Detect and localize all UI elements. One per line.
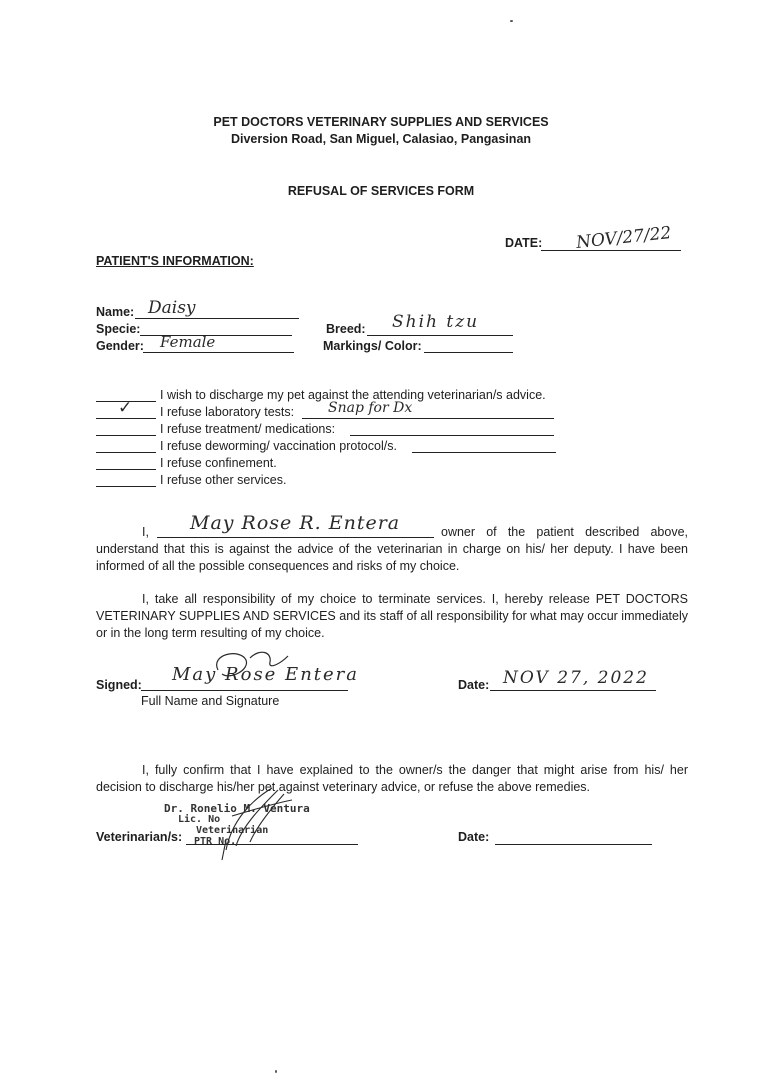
- option-text: I wish to discharge my pet against the attending veterinarian/s advice.: [160, 388, 546, 402]
- stamp-license: Lic. No: [178, 814, 221, 825]
- signature-caption: Full Name and Signature: [141, 694, 280, 708]
- markings-line: [424, 352, 513, 353]
- veterinarian-label: Veterinarian/s:: [96, 830, 183, 844]
- option-blank[interactable]: [96, 422, 156, 436]
- statement-prefix: I,: [142, 525, 149, 539]
- option-blank[interactable]: [96, 439, 156, 453]
- gender-line: [143, 352, 294, 353]
- breed-line: [367, 335, 513, 336]
- option-lab-tests: [96, 398, 566, 422]
- name-value: Daisy: [148, 298, 196, 318]
- veterinarian-date-label: Date:: [458, 830, 490, 844]
- gender-value: Female: [160, 333, 216, 351]
- signed-date-label: Date:: [458, 678, 490, 692]
- date-line: [541, 250, 681, 251]
- option-text: I refuse other services.: [160, 473, 287, 487]
- check-icon: ✓: [118, 398, 133, 418]
- option-detail-line[interactable]: [302, 418, 554, 419]
- option-other-services: [96, 473, 566, 490]
- gender-label: Gender:: [96, 339, 144, 353]
- signed-date-line: [490, 690, 656, 691]
- form-title: REFUSAL OF SERVICES FORM: [287, 184, 475, 198]
- statement-body: understand that this is against the advice of the veterinarian in charge on his/ her deputy. I have been informed of all the possible consequences and risks of my choice.: [96, 542, 688, 573]
- option-confinement: [96, 456, 566, 473]
- option-blank[interactable]: [96, 456, 156, 470]
- owner-name: May Rose R. Entera: [190, 512, 401, 534]
- name-line: [135, 318, 299, 319]
- responsibility-paragraph: I, take all responsibility of my choice to terminate services. I, hereby release PET DOCTORS VETERINARY SUPPLIES AND SERVICES and its staff of all responsibility for what may occur immediately or in the long term resulting of my choice.: [96, 592, 688, 640]
- statement-line1-suffix: owner of the patient described above,: [441, 525, 688, 539]
- confirmation-paragraph: I, fully confirm that I have explained to the owner/s the danger that might arise from his/ her decision to discharge his/her pet against veterinary advice, or refuse the above remedies.: [96, 763, 688, 794]
- option-detail-line[interactable]: [350, 435, 554, 436]
- date-label: DATE:: [505, 236, 543, 250]
- stamp-title: Veterinarian: [196, 825, 269, 836]
- option-blank[interactable]: [96, 473, 156, 487]
- option-detail: Snap for Dx: [328, 400, 413, 416]
- patient-section-title: PATIENT'S INFORMATION:: [96, 254, 254, 268]
- name-label: Name:: [96, 305, 135, 319]
- scan-speck: [275, 1070, 277, 1073]
- signed-date-value: NOV 27, 2022: [503, 668, 649, 688]
- option-treatment: [96, 422, 566, 439]
- company-name: PET DOCTORS VETERINARY SUPPLIES AND SERVICES: [213, 115, 549, 129]
- specie-label: Specie:: [96, 322, 141, 336]
- signature-value: May Rose Entera: [172, 664, 360, 685]
- scan-speck: [510, 20, 513, 22]
- stamp-ptr: PTR No.: [194, 836, 237, 847]
- company-address: Diversion Road, San Miguel, Calasiao, Pangasinan: [230, 132, 532, 146]
- markings-label: Markings/ Color:: [323, 339, 422, 353]
- owner-name-line: [157, 537, 434, 538]
- option-text: I refuse deworming/ vaccination protocol/s.: [160, 439, 397, 453]
- date-value: NOV/27/22: [575, 223, 673, 253]
- option-deworming: [96, 439, 566, 456]
- signature-line: [141, 690, 348, 691]
- breed-value: Shih tzu: [392, 312, 480, 332]
- option-text: I refuse confinement.: [160, 456, 277, 470]
- breed-label: Breed:: [326, 322, 366, 336]
- option-detail-line[interactable]: [412, 452, 556, 453]
- stamp-name: Dr. Ronelio M. Ventura: [164, 802, 310, 815]
- signature-flourish: [200, 644, 310, 690]
- option-text: I refuse treatment/ medications:: [160, 422, 336, 436]
- signed-label: Signed:: [96, 678, 142, 692]
- veterinarian-signature: [212, 780, 304, 864]
- option-text: I refuse laboratory tests:: [160, 405, 295, 419]
- veterinarian-date-line: [495, 844, 652, 845]
